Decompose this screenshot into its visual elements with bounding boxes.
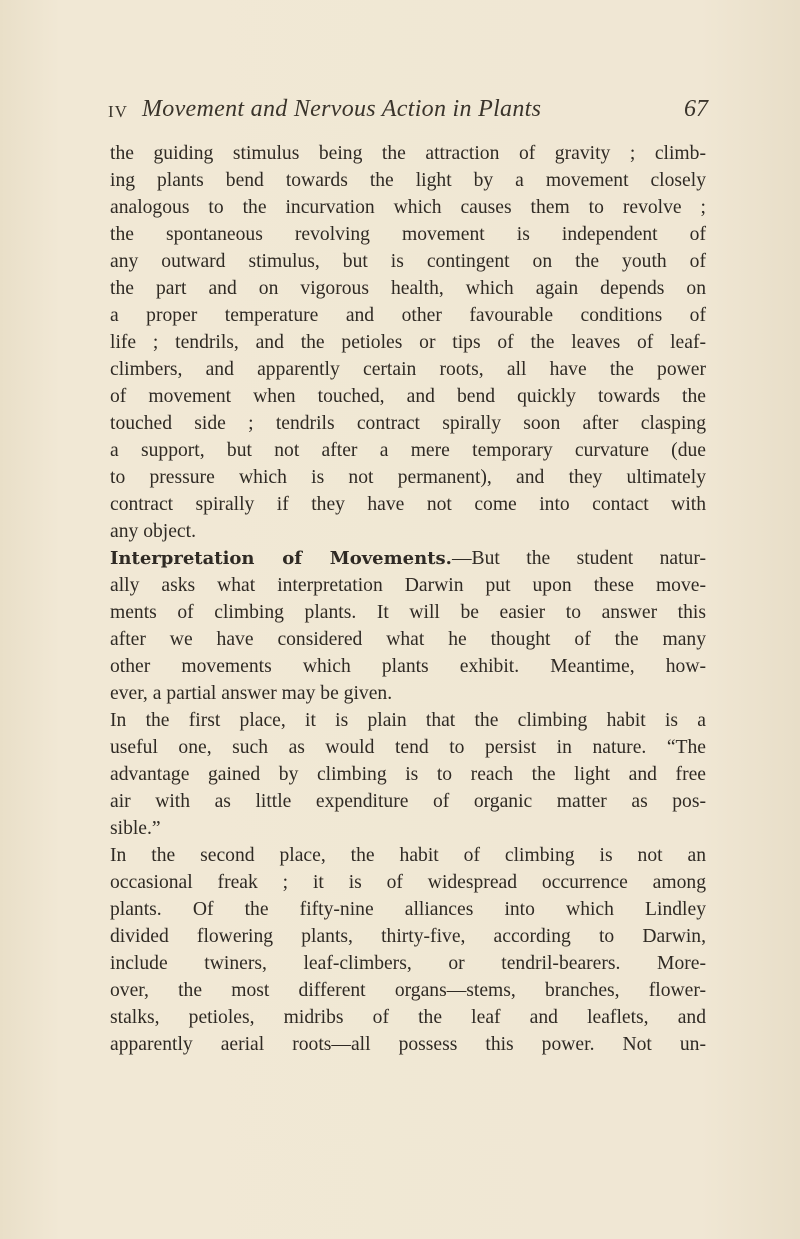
text-line <box>110 248 706 275</box>
line-text: air with as little expenditure of organic matter as pos- <box>110 791 706 812</box>
line-text: sible.” <box>110 818 161 839</box>
text-line <box>110 788 706 815</box>
text-line <box>110 194 706 221</box>
text-line <box>110 653 706 680</box>
text-line <box>110 437 706 464</box>
text-line <box>110 410 706 437</box>
line-text: the guiding stimulus being the attraction of gravity ; climb- <box>110 143 706 164</box>
line-text: ments of climbing plants. It will be easier to answer this <box>110 602 706 623</box>
text-line <box>110 977 706 1004</box>
text-line <box>110 545 706 572</box>
line-text: contract spirally if they have not come into contact with <box>110 494 706 515</box>
line-text: any outward stimulus, but is contingent on the youth of <box>110 251 706 272</box>
text-line <box>110 896 706 923</box>
line-text: the part and on vigorous health, which again depends on <box>110 278 706 299</box>
text-line <box>110 140 706 167</box>
text-line <box>110 680 706 707</box>
text-line <box>110 491 706 518</box>
text-line <box>110 221 706 248</box>
body-text <box>110 140 706 1058</box>
text-line <box>110 167 706 194</box>
line-text: the spontaneous revolving movement is independent of <box>110 224 706 245</box>
line-text: —But the student natur- <box>451 548 706 569</box>
line-text: plants. Of the fifty-nine alliances into which Lindley <box>110 899 706 920</box>
text-line <box>110 1004 706 1031</box>
text-line <box>110 761 706 788</box>
line-text: to pressure which is not permanent), and they ultimately <box>110 467 706 488</box>
chapter-number: IV <box>108 102 128 121</box>
line-text: a proper temperature and other favourable conditions of <box>110 305 706 326</box>
text-line <box>110 356 706 383</box>
text-line <box>110 599 706 626</box>
line-text: advantage gained by climbing is to reach the light and free <box>110 764 706 785</box>
line-text: stalks, petioles, midribs of the leaf and leaflets, and <box>110 1007 706 1028</box>
text-line <box>110 329 706 356</box>
page-number: 67 <box>684 96 708 122</box>
text-line <box>110 518 706 545</box>
text-line <box>110 275 706 302</box>
text-line <box>110 383 706 410</box>
section-heading: Interpretation of Movements. <box>110 548 452 569</box>
line-text: occasional freak ; it is of widespread occurrence among <box>110 872 706 893</box>
line-text: ally asks what interpretation Darwin put upon these move- <box>110 575 706 596</box>
running-header <box>108 96 708 126</box>
line-text: over, the most different organs—stems, branches, flower- <box>110 980 706 1001</box>
text-line <box>110 869 706 896</box>
line-text: life ; tendrils, and the petioles or tips of the leaves of leaf- <box>110 332 706 353</box>
text-line <box>110 815 706 842</box>
line-text: useful one, such as would tend to persist in nature. “The <box>110 737 706 758</box>
text-line <box>110 734 706 761</box>
text-line <box>110 302 706 329</box>
text-line <box>110 923 706 950</box>
text-line <box>110 572 706 599</box>
line-text: analogous to the incurvation which causes them to revolve ; <box>110 197 706 218</box>
text-line <box>110 707 706 734</box>
line-text: a support, but not after a mere temporary curvature (due <box>110 440 706 461</box>
line-text: touched side ; tendrils contract spirally soon after clasping <box>110 413 706 434</box>
line-text: other movements which plants exhibit. Meantime, how- <box>110 656 706 677</box>
text-line <box>110 842 706 869</box>
line-text: ing plants bend towards the light by a movement closely <box>110 170 706 191</box>
line-text: apparently aerial roots—all possess this power. Not un- <box>110 1034 706 1055</box>
line-text: divided flowering plants, thirty-five, according to Darwin, <box>110 926 706 947</box>
text-line <box>110 1031 706 1058</box>
line-text: In the second place, the habit of climbing is not an <box>110 845 706 866</box>
line-text: of movement when touched, and bend quickly towards the <box>110 386 706 407</box>
running-title: Movement and Nervous Action in Plants <box>142 96 542 122</box>
text-line <box>110 464 706 491</box>
line-text: any object. <box>110 521 196 542</box>
line-text: ever, a partial answer may be given. <box>110 683 393 704</box>
line-text: include twiners, leaf-climbers, or tendril-bearers. More- <box>110 953 706 974</box>
line-text: In the first place, it is plain that the climbing habit is a <box>110 710 706 731</box>
line-text: climbers, and apparently certain roots, all have the power <box>110 359 706 380</box>
text-line <box>110 626 706 653</box>
line-text: after we have considered what he thought of the many <box>110 629 706 650</box>
text-line <box>110 950 706 977</box>
